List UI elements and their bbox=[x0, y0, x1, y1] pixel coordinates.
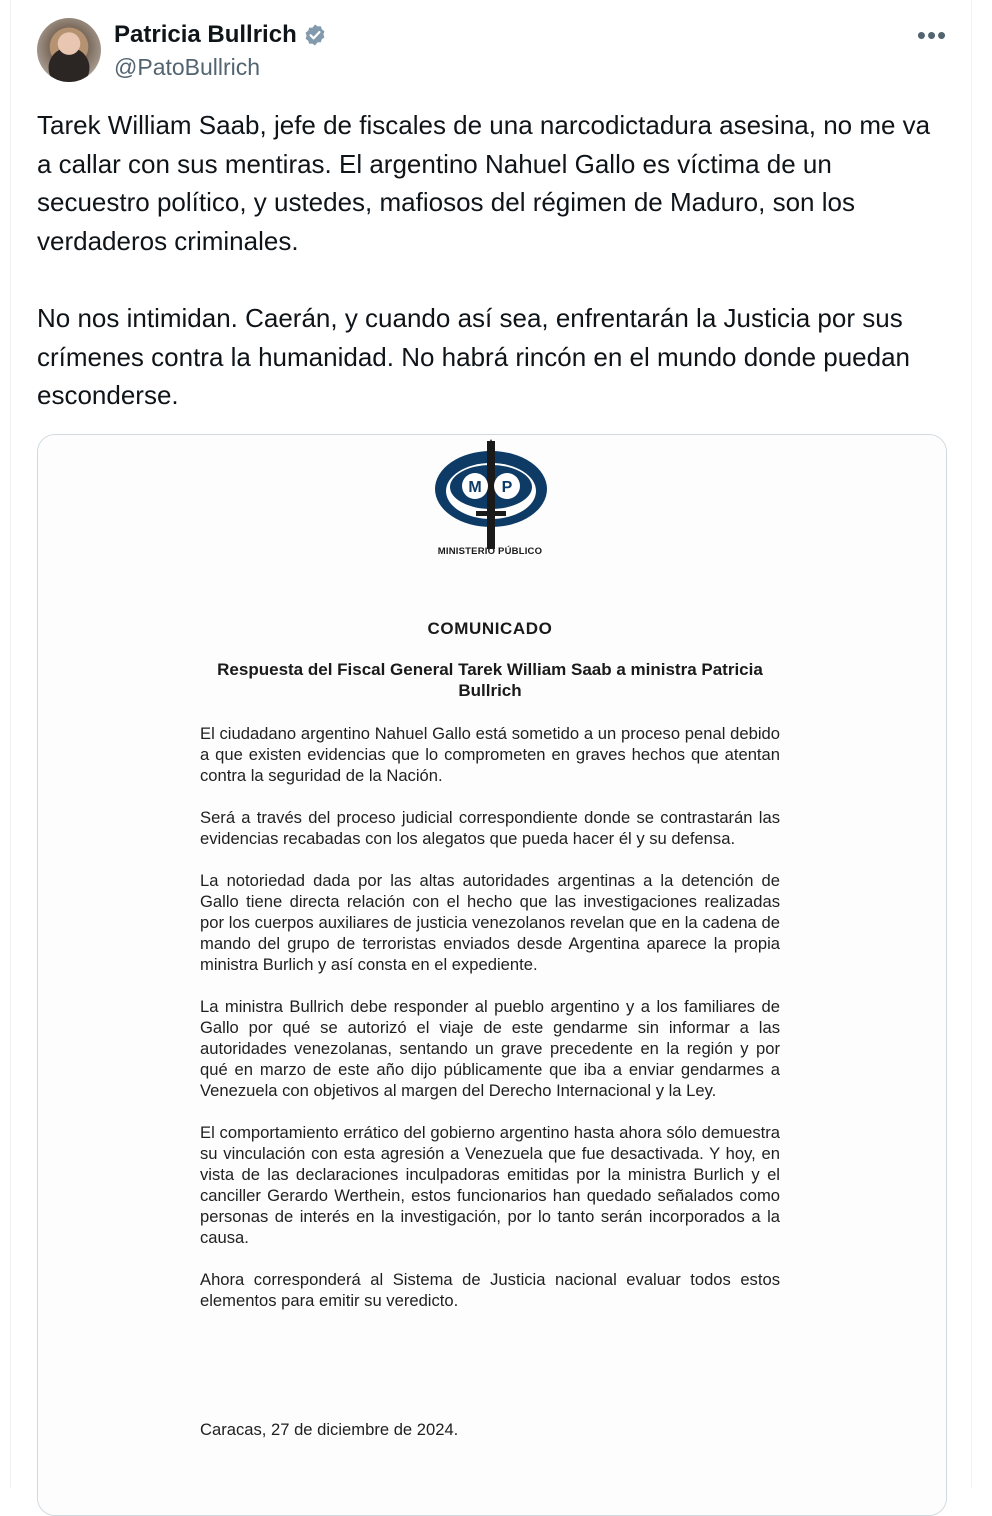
document-subtitle: Respuesta del Fiscal General Tarek William Saab a ministra Patricia Bullrich bbox=[217, 660, 763, 700]
document-body bbox=[200, 723, 780, 1332]
left-divider bbox=[10, 0, 11, 1488]
communique-document bbox=[38, 435, 946, 1515]
document-heading: COMUNICADO bbox=[427, 619, 553, 638]
post-paragraph: No nos intimidan. Caerán, y cuando así sea, enfrentarán la Justicia por sus crímenes contra la humanidad. No habrá rincón en el mundo donde puedan esconderse. bbox=[37, 302, 911, 411]
logo-caption: MINISTERIO PÚBLICO bbox=[437, 546, 543, 557]
post-paragraph: Tarek William Saab, jefe de fiscales de una narcodictadura asesina, no me va a callar con sus mentiras. El argentino Nahuel Gallo es víctima de un secuestro político, y ustedes, mafiosos del régimen de Maduro, son los verdaderos criminales. bbox=[37, 110, 931, 256]
document-paragraph: Será a través del proceso judicial correspondiente donde se contrastarán las evidencias recabadas con los alegatos que pueda hacer él y su defensa. bbox=[200, 808, 780, 848]
document-paragraph: El comportamiento errático del gobierno argentino hasta ahora sólo demuestra su vinculación con esta agresión a Venezuela que fue desactivada. Y hoy, en vista de las declaraciones inculpadoras emitidas por la ministra Burlich y el canciller Gerardo Werthein, estos funcionarios han quedado señalados como personas de interés en la investigación, por lo tanto serán incorporados a la causa. bbox=[200, 1123, 780, 1247]
ministerio-publico-logo bbox=[428, 439, 558, 557]
attached-image[interactable] bbox=[37, 434, 947, 1516]
author-avatar[interactable] bbox=[37, 18, 101, 82]
verified-badge-icon bbox=[303, 23, 327, 47]
post-text bbox=[37, 106, 942, 415]
document-place-date: Caracas, 27 de diciembre de 2024. bbox=[200, 1420, 459, 1439]
logo-letter-p: P bbox=[501, 479, 513, 496]
logo-letter-m: M bbox=[468, 479, 482, 496]
author-handle[interactable]: @PatoBullrich bbox=[114, 54, 261, 80]
author-name[interactable]: Patricia Bullrich bbox=[114, 21, 297, 48]
right-divider bbox=[971, 0, 972, 1488]
document-paragraph: La notoriedad dada por las altas autoridades argentinas a la detención de Gallo tiene directa relación con el hecho que las investigaciones realizadas por los cuerpos auxiliares de justicia venezolanos revelan que en la cadena de mando del grupo de terroristas enviados desde Argentina aparece la propia ministra Burlich y así consta en el expediente. bbox=[200, 871, 780, 974]
document-paragraph: El ciudadano argentino Nahuel Gallo está sometido a un proceso penal debido a que existen evidencias que lo comprometen en graves hechos que atentan contra la seguridad de la Nación. bbox=[200, 724, 780, 785]
more-options-button[interactable]: ••• bbox=[916, 20, 948, 50]
author-name-row[interactable] bbox=[114, 20, 327, 50]
document-paragraph: Ahora corresponderá al Sistema de Justicia nacional evaluar todos estos elementos para emitir su veredicto. bbox=[200, 1270, 780, 1310]
document-paragraph: La ministra Bullrich debe responder al pueblo argentino y a los familiares de Gallo por qué se autorizó el viaje de este gendarme sin informar a las autoridades venezolanas, sentando un grave precedente en la región y por qué en marzo de este año dijo públicamente que iba a enviar gendarmes a Venezuela con objetivos al margen del Derecho Internacional y la Ley. bbox=[200, 997, 780, 1100]
